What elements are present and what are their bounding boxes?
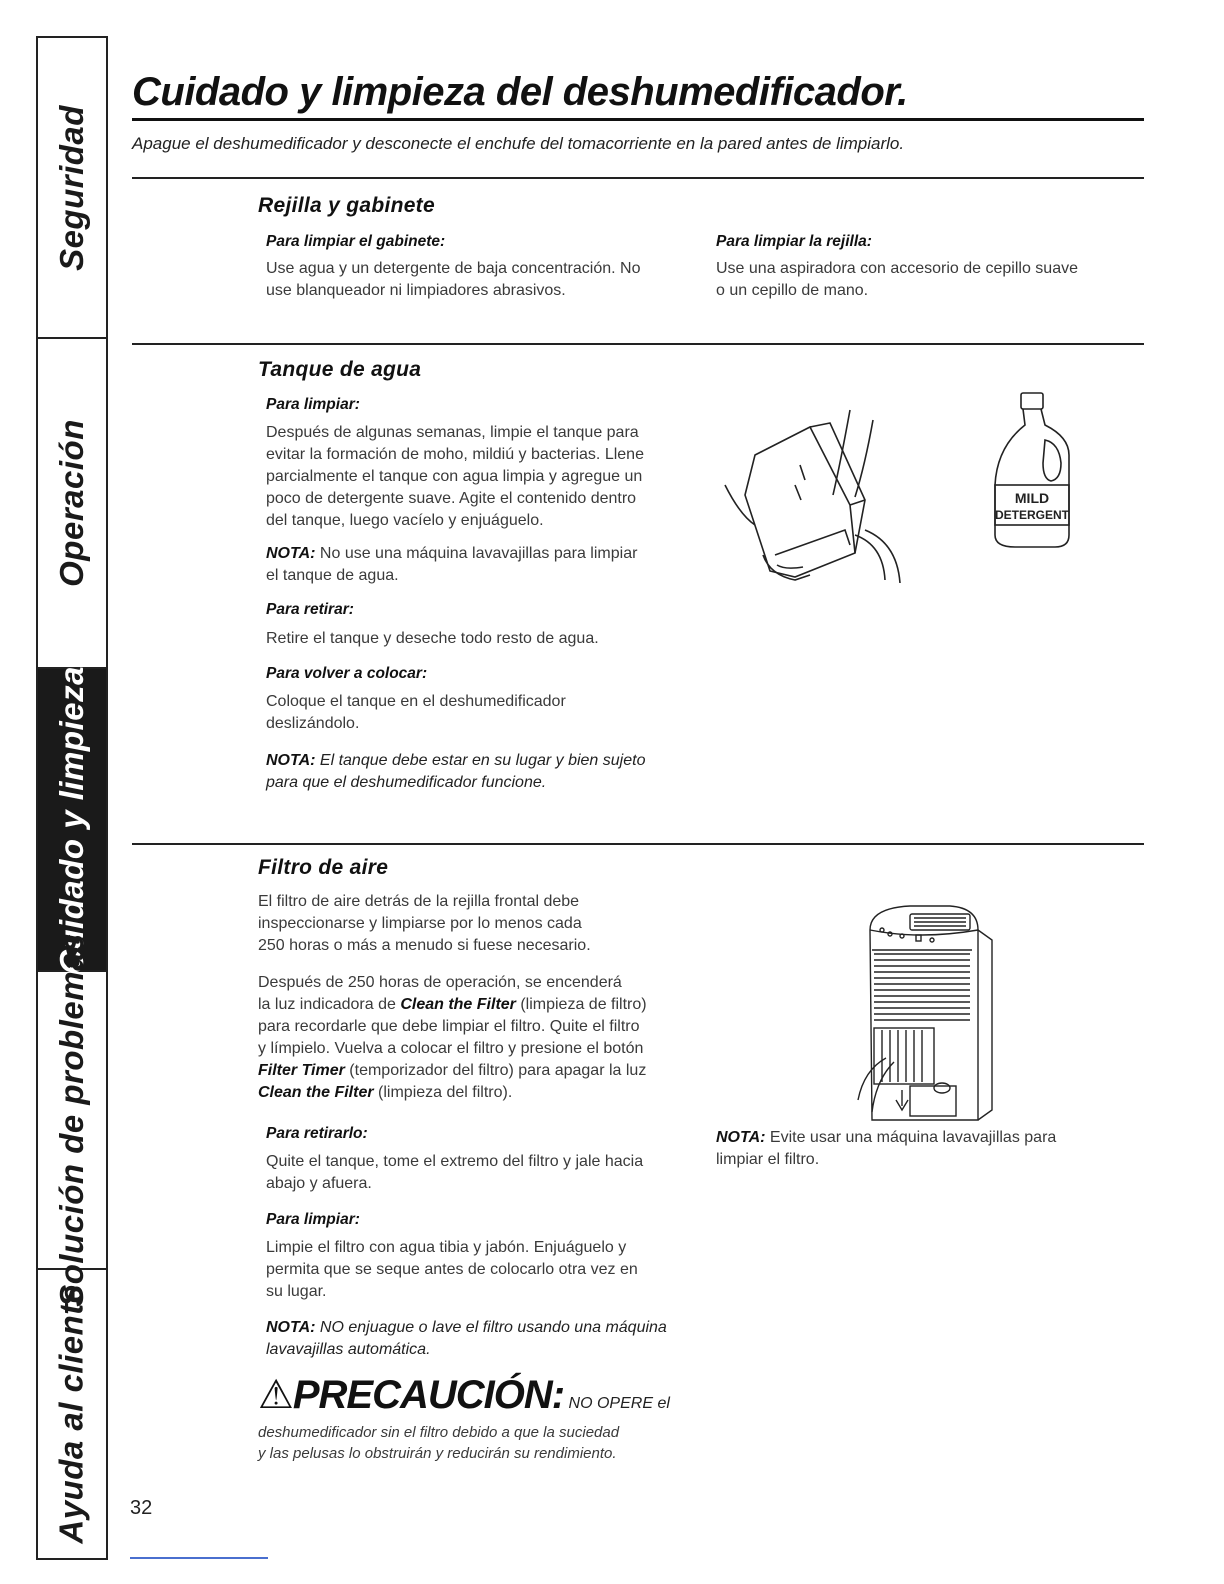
filter-intro-line: inspeccionarse y limpiarse por lo menos cada (258, 915, 582, 932)
tank-replace-line: Coloque el tanque en el deshumedificador (266, 693, 566, 710)
filter-clean-subheading: Para limpiar: (266, 1211, 360, 1228)
note-label: NOTA: (266, 1319, 316, 1336)
caution-lead: NO OPERE el (564, 1395, 670, 1412)
note-text: para que el deshumedificador funcione. (266, 774, 547, 791)
tank-clean-line: evitar la formación de moho, mildiú y bacterias. Llene (266, 446, 644, 463)
detergent-bottle-illustration (985, 385, 1085, 555)
tank-clean-subheading: Para limpiar: (266, 396, 360, 413)
filter-clean-line: Limpie el filtro con agua tibia y jabón. Enjuáguelo y (266, 1239, 627, 1256)
tank-replace-text (266, 691, 706, 735)
cabinet-line: use blanqueador ni limpiadores abrasivos. (266, 282, 566, 299)
filter-clean-text (266, 1237, 716, 1303)
filter-clean-line: permita que se seque antes de colocarlo otra vez en (266, 1261, 638, 1278)
tab-solucion-label: Solución de problemas (53, 933, 91, 1307)
filter-intro (258, 891, 718, 957)
clean-the-filter-label: Clean the Filter (258, 1084, 374, 1101)
filter-timer-label: Filter Timer (258, 1062, 345, 1079)
page-title: Cuidado y limpieza del deshumedificador. (132, 70, 908, 114)
filter-remove-line: Quite el tanque, tome el extremo del filtro y jale hacia (266, 1153, 644, 1170)
tab-cuidado-y-limpieza[interactable] (38, 665, 106, 974)
tank-remove-subheading: Para retirar: (266, 601, 354, 618)
section-divider (132, 843, 1144, 845)
note-label: NOTA: (266, 752, 316, 769)
tank-clean-line: parcialmente el tanque con agua limpia y agregue un (266, 468, 643, 485)
intro-text: Apague el deshumedificador y desconecte el enchufe del tomacorriente en la pared antes de limpiarlo. (132, 134, 905, 153)
filter-clean-line: su lugar. (266, 1283, 327, 1300)
bottle-label-mild: MILD (1014, 490, 1050, 506)
dehumidifier-illustration (850, 900, 1000, 1135)
tab-seguridad[interactable] (38, 36, 106, 339)
tank-clean-line: Después de algunas semanas, limpie el tanque para (266, 424, 639, 441)
note-text: El tanque debe estar en su lugar y bien sujeto (315, 752, 646, 769)
grille-heading: Rejilla y gabinete (258, 194, 435, 217)
filter-remove-text (266, 1151, 716, 1195)
caution-line: deshumedificador sin el filtro debido a que la suciedad (258, 1424, 620, 1441)
filter-note (266, 1317, 716, 1361)
note-text: limpiar el filtro. (716, 1151, 820, 1168)
cabinet-text (266, 258, 706, 302)
filter-heading: Filtro de aire (258, 856, 389, 879)
filter-paragraph-2 (258, 972, 718, 1104)
note-text: No use una máquina lavavajillas para limpiar (315, 545, 638, 562)
tank-replace-subheading: Para volver a colocar: (266, 665, 428, 682)
tab-solucion-de-problemas[interactable] (38, 933, 106, 1307)
tank-clean-line: del tanque, luego vacíelo y enjuáguelo. (266, 512, 544, 529)
filter-p2-line: y límpielo. Vuelva a colocar el filtro y presione el botón (258, 1040, 644, 1057)
filter-intro-line: El filtro de aire detrás de la rejilla frontal debe (258, 893, 580, 910)
grille-line: o un cepillo de mano. (716, 282, 869, 299)
page-number: 32 (130, 1497, 153, 1519)
filter-p2-text: (temporizador del filtro) para apagar la luz (344, 1062, 647, 1079)
tank-remove-text: Retire el tanque y deseche todo resto de agua. (266, 630, 599, 647)
grille-line: Use una aspiradora con accesorio de cepillo suave (716, 260, 1078, 277)
section-divider (132, 343, 1144, 345)
side-tab-nav (36, 36, 108, 1560)
warning-icon: ⚠ (258, 1373, 293, 1417)
filter-p2-text: la luz indicadora de (258, 996, 401, 1013)
filter-p2-line: para recordarle que debe limpiar el filtro. Quite el filtro (258, 1018, 640, 1035)
grille-subheading: Para limpiar la rejilla: (716, 233, 872, 250)
tank-replace-line: deslizándolo. (266, 715, 360, 732)
filter-remove-line: abajo y afuera. (266, 1175, 372, 1192)
tank-clean-line: poco de detergente suave. Agite el contenido dentro (266, 490, 637, 507)
note-text: el tanque de agua. (266, 567, 399, 584)
tab-operacion-label: Operación (53, 419, 90, 587)
caution-line: y las pelusas lo obstruirán y reducirán su rendimiento. (258, 1445, 617, 1462)
tab-ayuda-al-cliente[interactable] (38, 1270, 106, 1560)
note-text: lavavajillas automática. (266, 1341, 431, 1358)
tab-cuidado-label: Cuidado y limpieza (53, 665, 91, 974)
filter-p2-text: (limpieza de filtro) (515, 996, 647, 1013)
note-label: NOTA: (716, 1129, 766, 1146)
grille-text (716, 258, 1136, 302)
note-text: Evite usar una máquina lavavajillas para (765, 1129, 1057, 1146)
tab-operacion[interactable] (38, 339, 106, 669)
tank-heading: Tanque de agua (258, 358, 422, 381)
caution-title: PRECAUCIÓN: (292, 1373, 565, 1417)
footer-link-underline[interactable] (130, 1557, 268, 1559)
tank-clean-text (266, 422, 706, 532)
cabinet-line: Use agua y un detergente de baja concentración. No (266, 260, 641, 277)
title-divider (132, 118, 1144, 121)
note-text: NO enjuague o lave el filtro usando una máquina (315, 1319, 667, 1336)
tank-note-1 (266, 543, 706, 587)
filter-remove-subheading: Para retirarlo: (266, 1125, 368, 1142)
water-tank-illustration (715, 405, 915, 605)
filter-intro-line: 250 horas o más a menudo si fuese necesario. (258, 937, 591, 954)
section-divider (132, 177, 1144, 179)
filter-p2-line: Después de 250 horas de operación, se encenderá (258, 974, 622, 991)
filter-p2-text: (limpieza del filtro). (373, 1084, 513, 1101)
cabinet-subheading: Para limpiar el gabinete: (266, 233, 446, 250)
tab-seguridad-label: Seguridad (53, 104, 91, 271)
tab-ayuda-label: Ayuda al cliente (53, 1284, 91, 1544)
bottle-label-detergent: DETERGENT (994, 508, 1070, 522)
clean-the-filter-label: Clean the Filter (400, 996, 516, 1013)
tank-note-2 (266, 750, 706, 794)
caution-block (258, 1372, 670, 1464)
note-label: NOTA: (266, 545, 316, 562)
filter-side-note (716, 1127, 1136, 1171)
